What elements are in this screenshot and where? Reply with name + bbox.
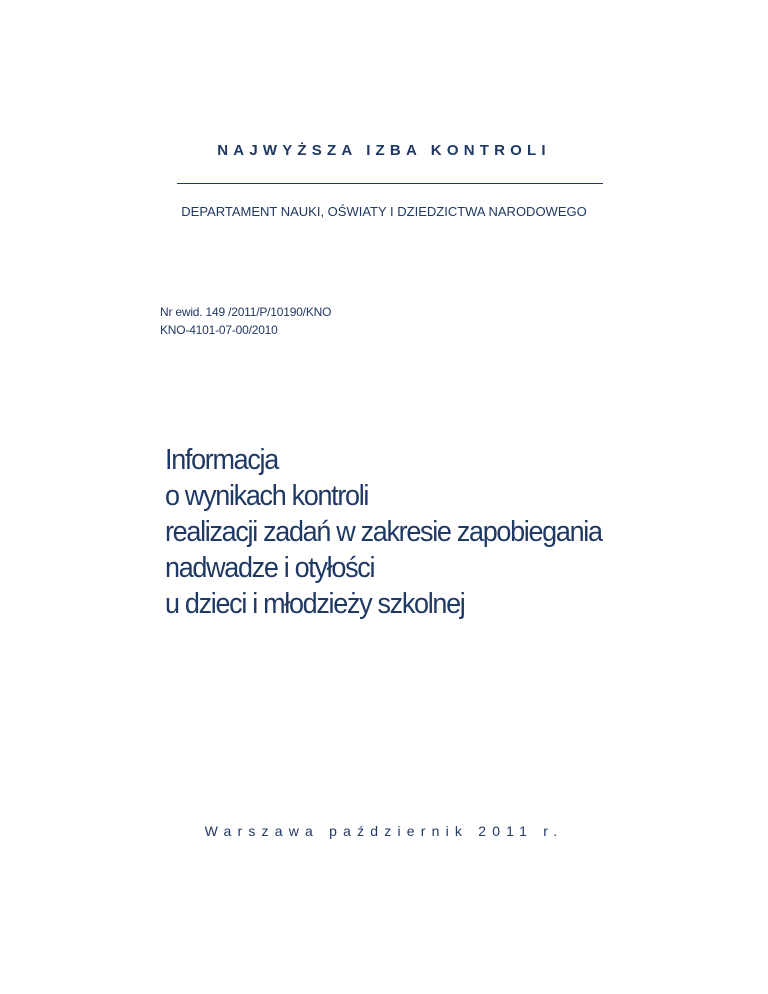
title-line: realizacji zadań w zakresie zapobiegania <box>165 516 602 548</box>
title-line: o wynikach kontroli <box>165 480 369 512</box>
record-number: Nr ewid. 149 /2011/P/10190/KNO <box>160 305 332 319</box>
department-name: DEPARTAMENT NAUKI, OŚWIATY I DZIEDZICTWA NARODOWEGO <box>181 204 587 219</box>
header-divider <box>177 183 603 184</box>
place-and-date: Warszawa październik 2011 r. <box>204 823 564 839</box>
organization-name: NAJWYŻSZA IZBA KONTROLI <box>217 142 551 159</box>
title-line: nadwadze i otyłości <box>165 552 375 584</box>
case-number: KNO-4101-07-00/2010 <box>160 323 278 337</box>
title-line: u dzieci i młodzieży szkolnej <box>165 588 465 620</box>
title-line: Informacja <box>165 444 278 476</box>
document-title <box>165 442 602 622</box>
reference-block <box>160 303 331 339</box>
